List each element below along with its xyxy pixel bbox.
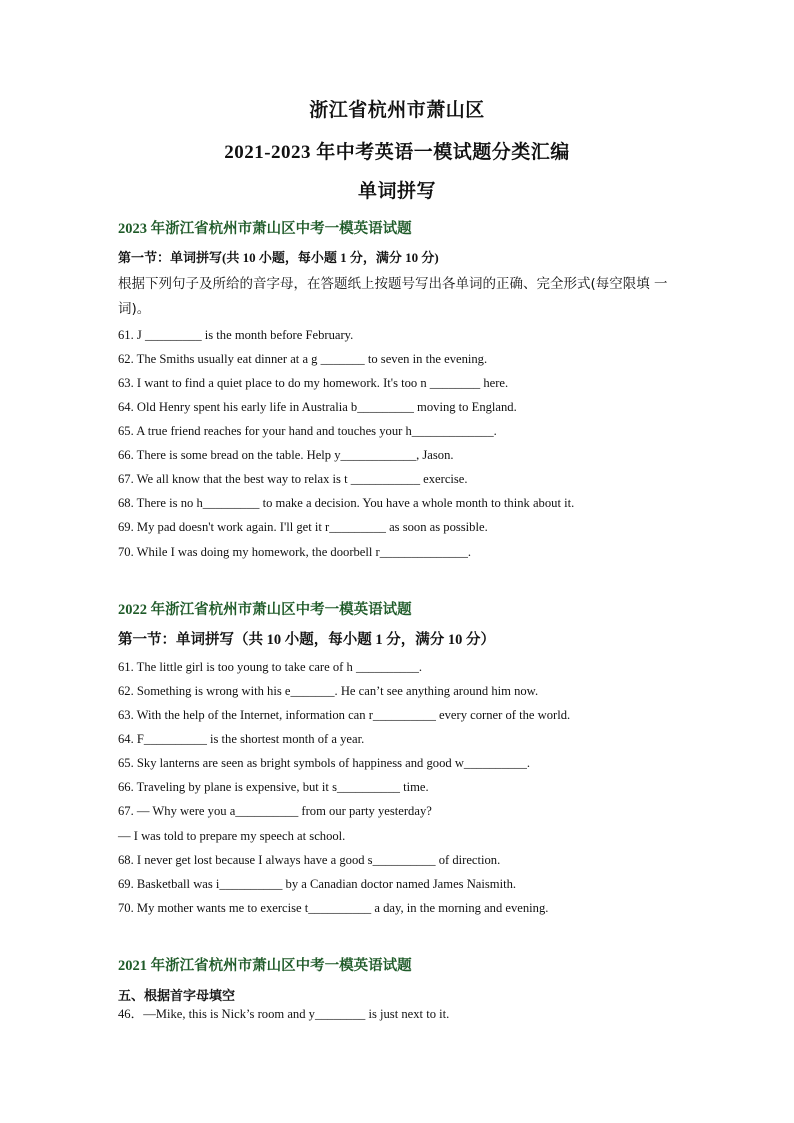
question-line: 61. The little girl is too young to take care of h __________.: [118, 660, 423, 674]
question-line: 66. Traveling by plane is expensive, but it s__________ time.: [118, 780, 429, 794]
section-part-2023: 第一节：单词拼写(共 10 小题，每小题 1 分，满分 10 分): [118, 250, 439, 265]
section-heading-2023: 2023 年浙江省杭州市萧山区中考一模英语试题: [118, 221, 412, 237]
question-line: 62. The Smiths usually eat dinner at a g _______ to seven in the evening.: [118, 352, 488, 366]
question-line: 65. A true friend reaches for your hand and touches your h_____________.: [118, 424, 497, 438]
question-line: 67. — Why were you a__________ from our party yesterday?: [118, 804, 432, 818]
doc-title-region: 浙江省杭州市萧山区: [309, 100, 485, 121]
question-line: 64. Old Henry spent his early life in Australia b_________ moving to England.: [118, 400, 517, 414]
question-line: 64. F__________ is the shortest month of a year.: [118, 732, 365, 746]
question-line: 69. Basketball was i__________ by a Canadian doctor named James Naismith.: [118, 877, 517, 891]
doc-title-main: 2021-2023 年中考英语一模试题分类汇编: [224, 142, 570, 163]
doc-title-topic: 单词拼写: [357, 181, 436, 202]
question-line: 67. We all know that the best way to relax is t ___________ exercise.: [118, 472, 468, 486]
section-heading-2021: 2021 年浙江省杭州市萧山区中考一模英语试题: [118, 958, 412, 974]
question-line: 63. With the help of the Internet, information can r__________ every corner of the world.: [118, 708, 571, 722]
question-line: 65. Sky lanterns are seen as bright symbols of happiness and good w__________.: [118, 756, 531, 770]
question-line: 66. There is some bread on the table. Help y____________, Jason.: [118, 448, 454, 462]
question-line: 46．—Mike, this is Nick’s room and y________ is just next to it.: [118, 1007, 450, 1021]
question-line: 70. While I was doing my homework, the doorbell r______________.: [118, 545, 472, 559]
section-part-2021: 五、根据首字母填空: [118, 988, 236, 1003]
question-line: 62. Something is wrong with his e_______. He can’t see anything around him now.: [118, 684, 539, 698]
question-line: 68. There is no h_________ to make a decision. You have a whole month to think about it.: [118, 496, 575, 510]
section-instruction-2023: 根据下列句子及所给的音字母，在答题纸上按题号写出各单词的正确、完全形式(每空限填 一 词)。: [118, 276, 668, 317]
question-line: 63. I want to find a quiet place to do my homework. It's too n ________ here.: [118, 376, 509, 390]
answer-line: — I was told to prepare my speech at school.: [118, 829, 346, 843]
question-line: 69. My pad doesn't work again. I'll get it r_________ as soon as possible.: [118, 520, 488, 534]
question-line: 70. My mother wants me to exercise t__________ a day, in the morning and evening.: [118, 901, 549, 915]
section-part-2022: 第一节：单词拼写（共 10 小题，每小题 1 分，满分 10 分）: [118, 632, 495, 648]
question-line: 68. I never get lost because I always have a good s__________ of direction.: [118, 853, 501, 867]
question-line: 61. J _________ is the month before February.: [118, 328, 354, 342]
section-heading-2022: 2022 年浙江省杭州市萧山区中考一模英语试题: [118, 602, 412, 618]
